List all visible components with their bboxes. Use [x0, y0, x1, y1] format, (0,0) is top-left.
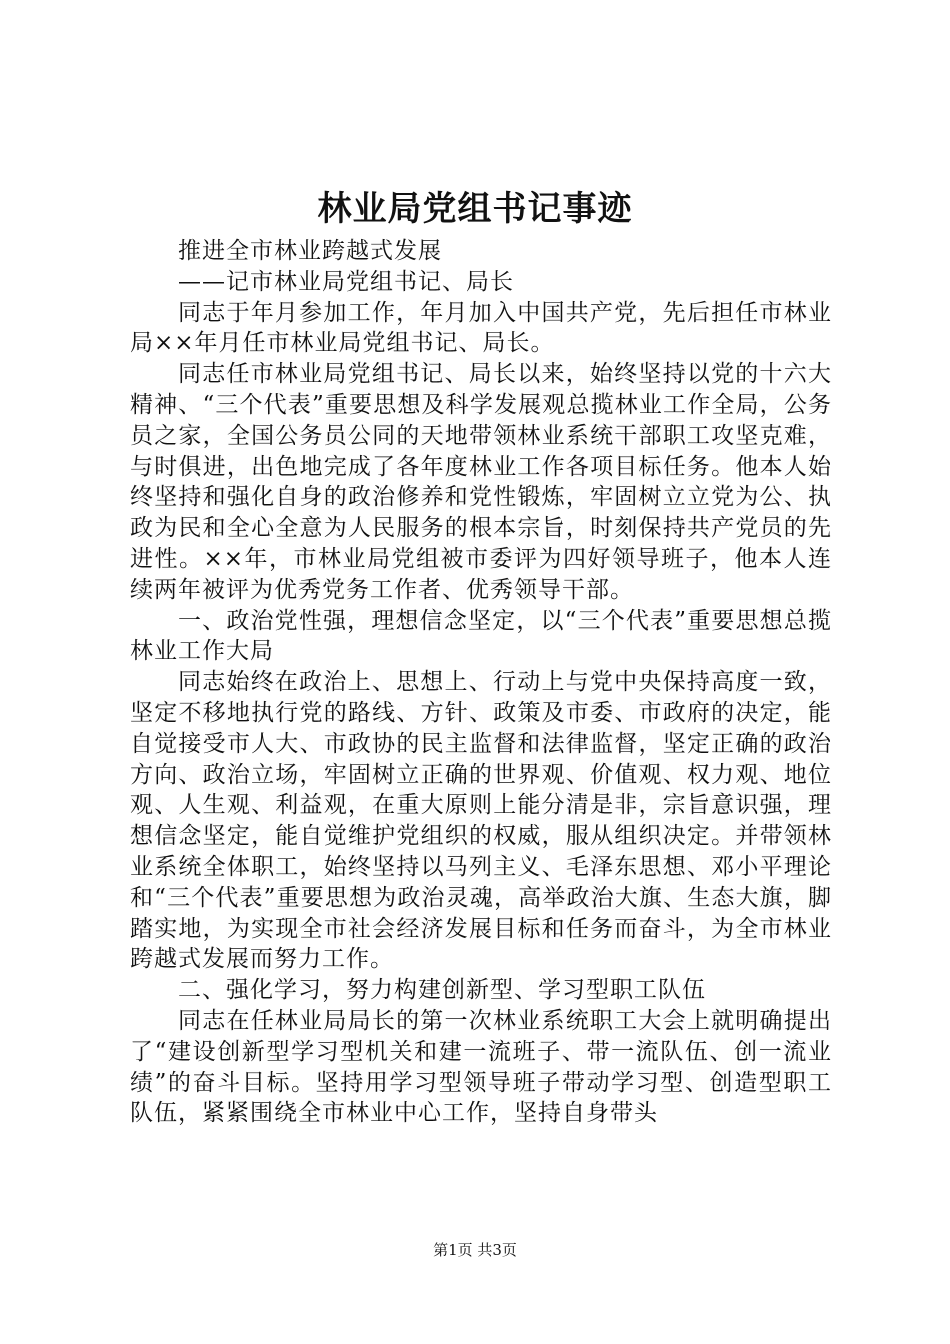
document-body — [130, 236, 832, 1129]
section-heading: 二、强化学习，努力构建创新型、学习型职工队伍 — [178, 977, 706, 1004]
paragraph: 同志任市林业局党组书记、局长以来，始终坚持以党的十六大精神、“三个代表”重要思想及科学发展观总揽林业工作全局，公务员之家，全国公务员公同的天地带领林业系统干部职工攻坚克难，与时俱进，出色地完成了各年度林业工作各项目标任务。他本人始终坚持和强化自身的政治修养和党性锻炼，牢固树立立党为公、执政为民和全心全意为人民服务的根本宗旨，时刻保持共产党员的先进性。××年，市林业局党组被市委评为四好领导班子，他本人连续两年被评为优秀党务工作者、优秀领导干部。 — [130, 361, 832, 603]
paragraph: 同志在任林业局局长的第一次林业系统职工大会上就明确提出了“建设创新型学习型机关和建一流班子、带一流队伍、创一流业绩”的奋斗目标。坚持用学习型领导班子带动学习型、创造型职工队伍，紧紧围绕全市林业中心工作，坚持自身带头 — [130, 1007, 832, 1127]
page-number-footer: 第1页 共3页 — [433, 1241, 517, 1259]
paragraph: 同志于年月参加工作，年月加入中国共产党，先后担任市林业局××年月任市林业局党组书记、局长。 — [130, 299, 832, 357]
document-title: 林业局党组书记事迹 — [317, 189, 633, 229]
section-heading: 一、政治党性强，理想信念坚定，以“三个代表”重要思想总揽林业工作大局 — [130, 607, 832, 665]
byline: ——记市林业局党组书记、局长 — [178, 268, 514, 295]
subtitle-line: 推进全市林业跨越式发展 — [178, 238, 442, 264]
paragraph: 同志始终在政治上、思想上、行动上与党中央保持高度一致，坚定不移地执行党的路线、方针、政策及市委、市政府的决定，能自觉接受市人大、市政协的民主监督和法律监督，坚定正确的政治方向、政治立场，牢固树立正确的世界观、价值观、权力观、地位观、人生观、利益观，在重大原则上能分清是非，宗旨意识强，理想信念坚定，能自觉维护党组织的权威，服从组织决定。并带领林业系统全体职工，始终坚持以马列主义、毛泽东思想、邓小平理论和“三个代表”重要思想为政治灵魂，高举政治大旗、生态大旗，脚踏实地，为实现全市社会经济发展目标和任务而奋斗，为全市林业跨越式发展而努力工作。 — [130, 669, 832, 973]
